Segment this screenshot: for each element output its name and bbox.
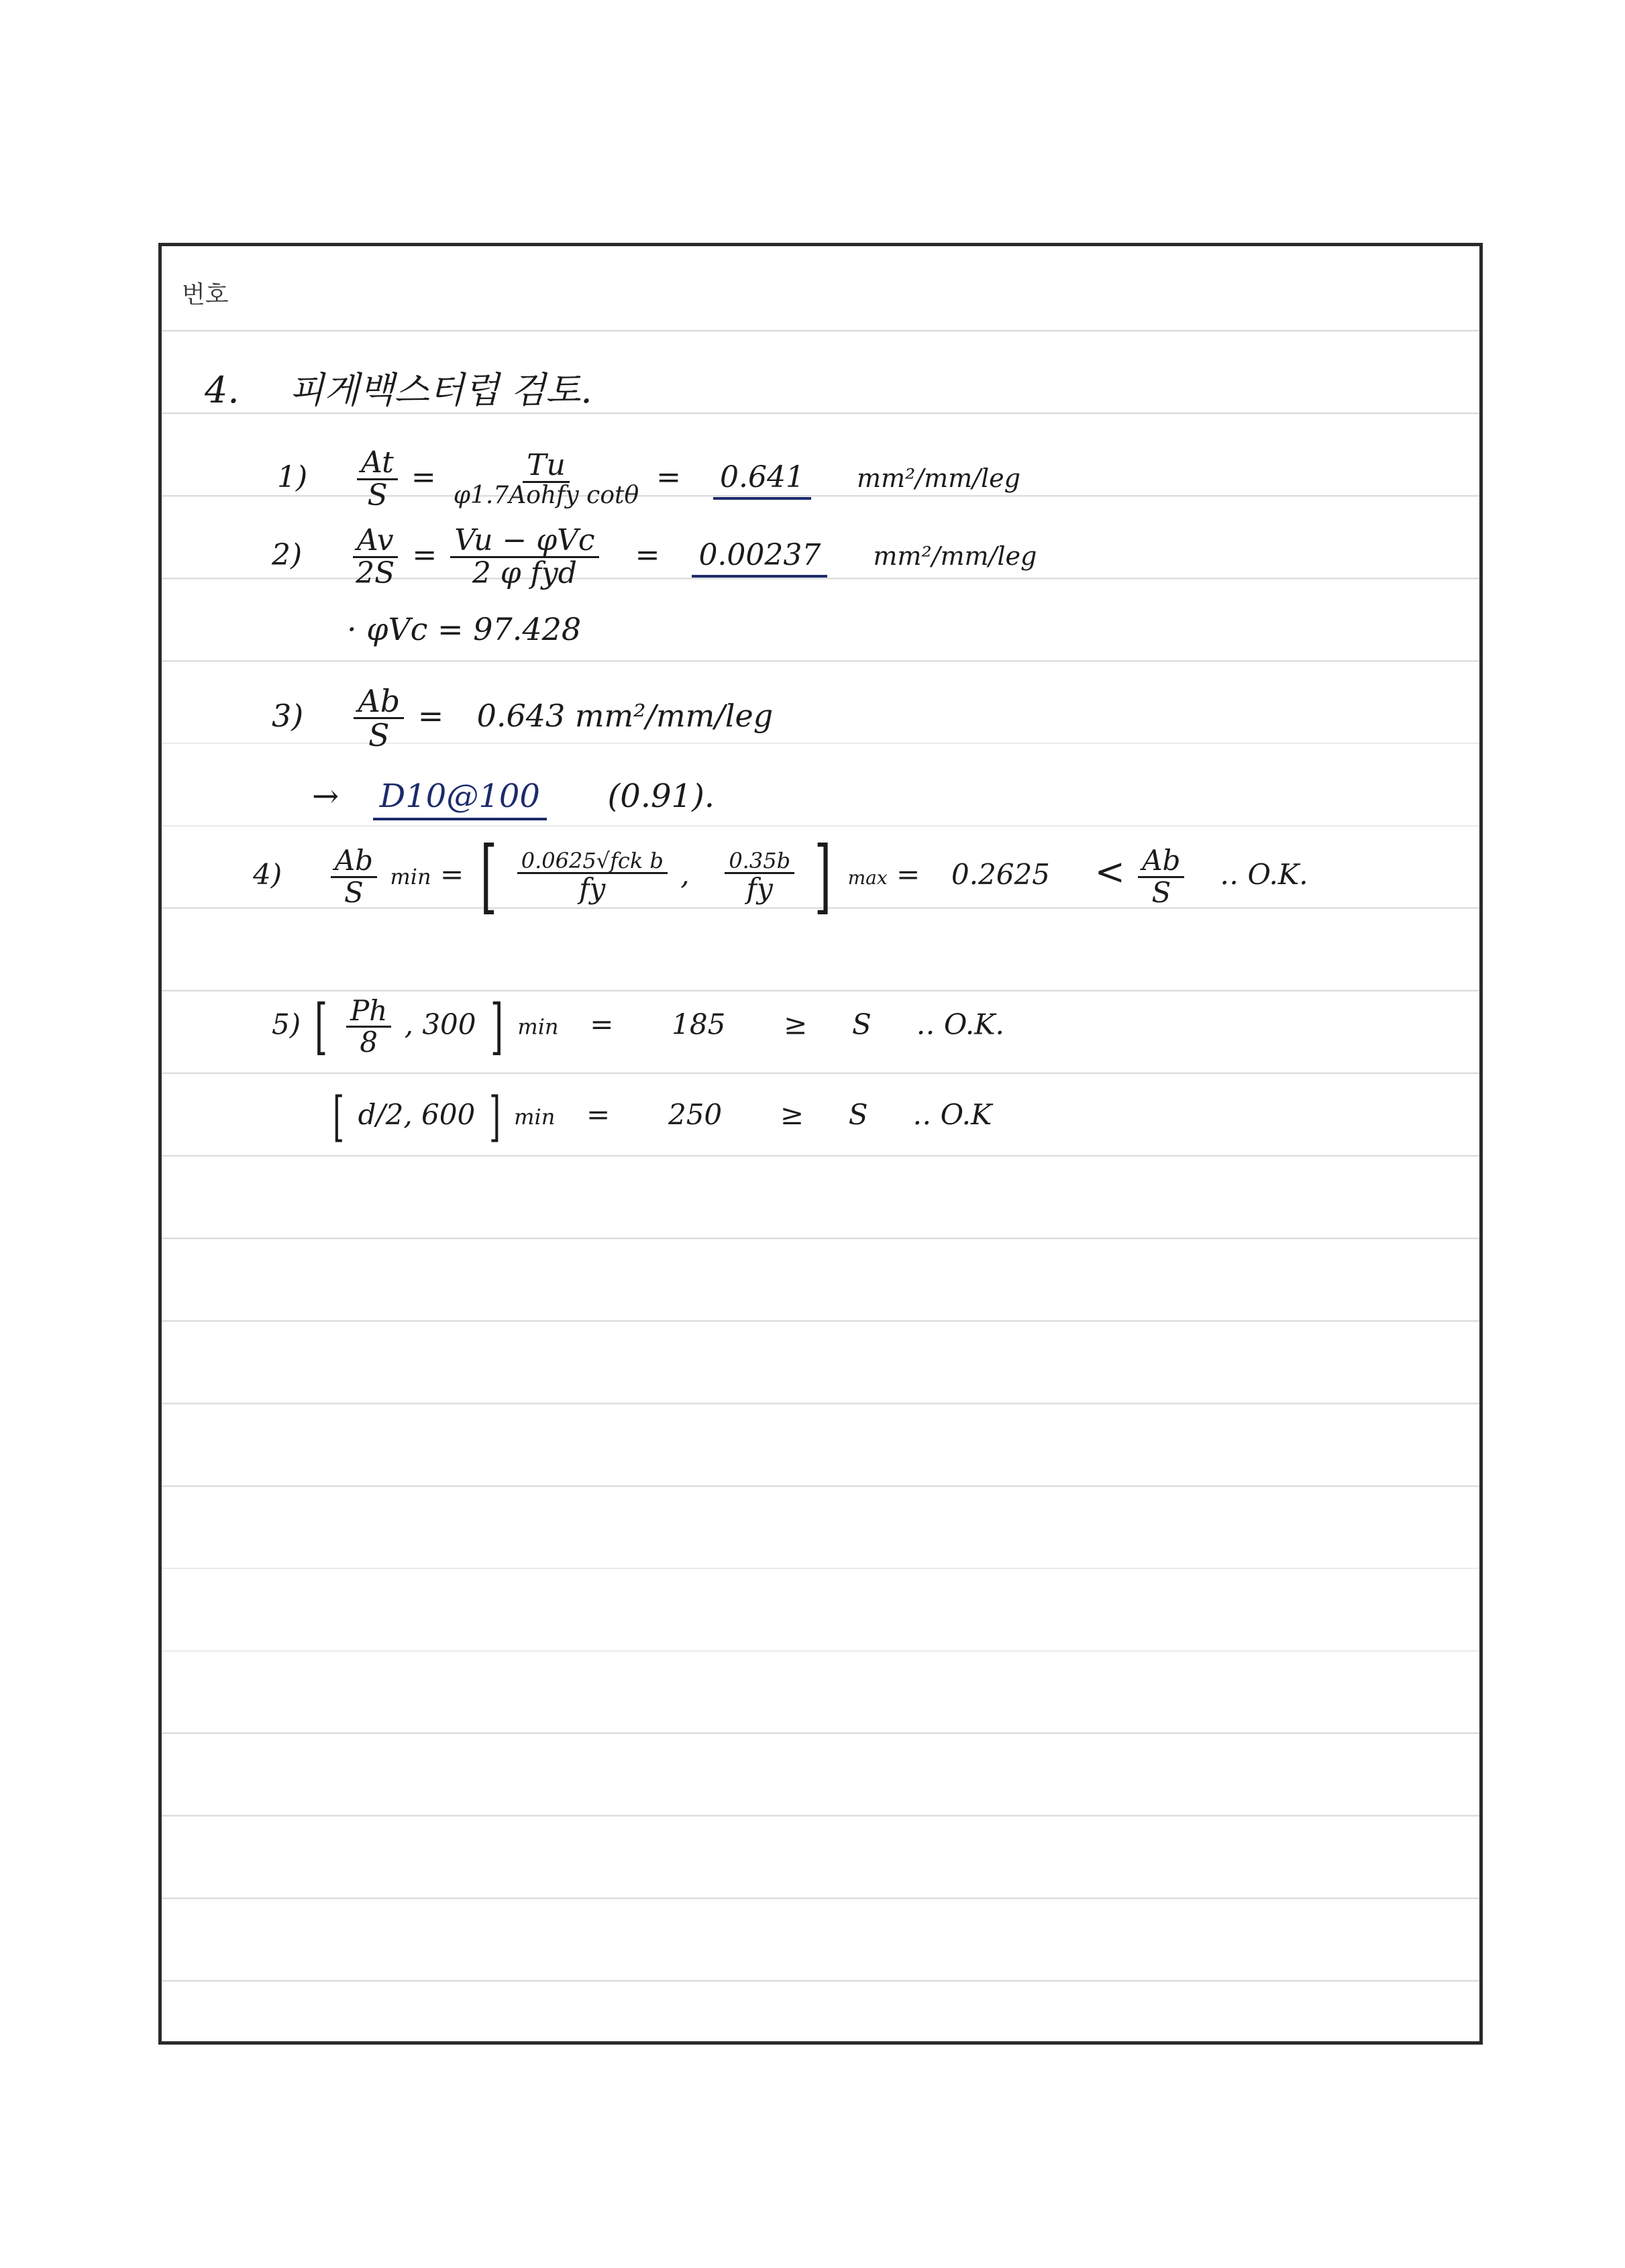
item-4-term-2-denominator: fy [746, 872, 773, 906]
item-1-rhs-numerator: Tu [523, 450, 570, 483]
item-3-lhs-numerator: Ab [354, 685, 404, 719]
item-5-line-2-sub: min [514, 1104, 556, 1130]
item-2-equals-2: = [635, 538, 660, 573]
item-1-equals: = [411, 460, 436, 495]
item-4-equals-2: = [896, 858, 921, 891]
item-2-lhs-denominator: 2S [356, 556, 395, 591]
item-4-number: 4) [253, 858, 282, 891]
item-5-line-2-body: d/2, 600 [358, 1098, 476, 1131]
item-3-result: 0.643 mm²/mm/leg [476, 697, 774, 734]
arrow-right-icon: → [312, 777, 339, 815]
item-5-line-2-equals: = [586, 1098, 611, 1131]
item-4-less-than: < [1094, 851, 1125, 893]
item-5-line-2 [328, 1085, 992, 1148]
item-5-line-2-ge: ≥ [780, 1098, 804, 1131]
item-3-lhs-fraction [354, 685, 404, 752]
item-5-line-2-value: 250 [668, 1098, 723, 1131]
item-4-lhs-fraction [331, 846, 377, 907]
item-4-close-sub: max [847, 867, 888, 889]
item-1-number: 1) [277, 460, 308, 495]
item-4-term-1 [517, 847, 668, 906]
item-1-lhs-numerator: At [357, 447, 398, 480]
item-1 [277, 447, 1020, 511]
number-label: 번호 [182, 281, 229, 309]
section-title [205, 369, 592, 411]
item-5-line-1-equals: = [590, 1008, 614, 1041]
item-4-close-bracket: ] [814, 830, 832, 923]
section-number: 4. [205, 369, 240, 411]
notebook-sheet [158, 243, 1483, 2045]
item-5-line-1-value: 185 [672, 1008, 726, 1041]
item-5-line-1-ok: ‥ O.K. [916, 1008, 1004, 1041]
item-2-equals: = [412, 538, 437, 573]
item-4-lhs-denominator: S [344, 875, 364, 909]
item-4-comma: , [680, 858, 690, 891]
item-4-compare-denominator: S [1151, 875, 1171, 909]
item-5-line-1 [272, 991, 1004, 1062]
item-1-lhs-denominator: S [367, 478, 388, 513]
item-4-term-1-numerator: 0.0625√fck b [517, 850, 668, 875]
item-5-line-1-open-bracket: [ [315, 991, 328, 1062]
item-4-open-bracket: [ [480, 830, 497, 923]
item-4-ok: ‥ O.K. [1220, 858, 1308, 891]
item-4-lhs-sub: min [390, 864, 431, 889]
item-1-rhs-fraction [450, 450, 643, 508]
item-3-detail [312, 777, 715, 815]
item-4-term-2-numerator: 0.35b [725, 850, 794, 875]
item-3-lhs-denominator: S [368, 717, 390, 754]
item-2-rhs-fraction [450, 525, 598, 589]
item-2-note: · φVc = 97.428 [347, 611, 582, 647]
item-5-line-2-close-bracket: ] [488, 1085, 501, 1148]
item-2-rhs-numerator: Vu − φVc [450, 525, 598, 558]
item-5-line-2-ok: ‥ O.K [912, 1098, 992, 1131]
item-4-term-2 [725, 847, 794, 906]
item-4-compare-numerator: Ab [1138, 846, 1184, 877]
item-2-rhs-denominator: 2 φ fyd [472, 556, 577, 591]
item-3-bar-spec: D10@100 [373, 777, 547, 820]
item-2-number: 2) [272, 538, 303, 573]
item-3-number: 3) [272, 697, 304, 734]
item-4-term-1-denominator: fy [579, 872, 606, 906]
item-3 [272, 685, 773, 752]
item-2-result: 0.00237 [692, 538, 827, 578]
item-3-bar-ratio: (0.91). [607, 777, 715, 815]
item-5-line-2-s: S [848, 1098, 868, 1131]
item-4-compare-fraction [1138, 846, 1184, 907]
item-5-line-1-close-bracket: ] [490, 991, 504, 1062]
item-5-line-2-open-bracket: [ [333, 1085, 345, 1148]
item-5-line-1-ge: ≥ [784, 1008, 808, 1041]
item-5-number: 5) [272, 1008, 301, 1041]
item-2 [272, 525, 1037, 589]
item-5-line-1-rest: , 300 [404, 1008, 476, 1041]
item-4-lhs-numerator: Ab [331, 846, 377, 877]
item-1-lhs-fraction [357, 447, 398, 511]
item-3-equals: = [417, 697, 444, 734]
item-1-equals-2: = [656, 460, 682, 495]
item-2-unit: mm²/mm/leg [873, 541, 1037, 572]
item-5-line-1-denominator: 8 [360, 1026, 378, 1059]
item-4 [253, 830, 1308, 923]
item-1-rhs-denominator: φ1.7Aohfy cotθ [453, 482, 639, 510]
item-4-equals: = [439, 858, 464, 891]
item-5-line-1-fraction [346, 996, 391, 1057]
item-1-result: 0.641 [713, 460, 811, 500]
item-2-lhs-numerator: Av [353, 525, 398, 558]
item-5-line-1-numerator: Ph [346, 996, 391, 1028]
item-2-lhs-fraction [352, 525, 399, 589]
section-title-text: 피게백스터럽 검토. [289, 369, 592, 411]
item-5-line-1-s: S [851, 1008, 872, 1041]
item-4-result: 0.2625 [951, 858, 1050, 891]
item-5-line-1-sub: min [517, 1014, 559, 1040]
item-1-unit: mm²/mm/leg [856, 464, 1020, 494]
